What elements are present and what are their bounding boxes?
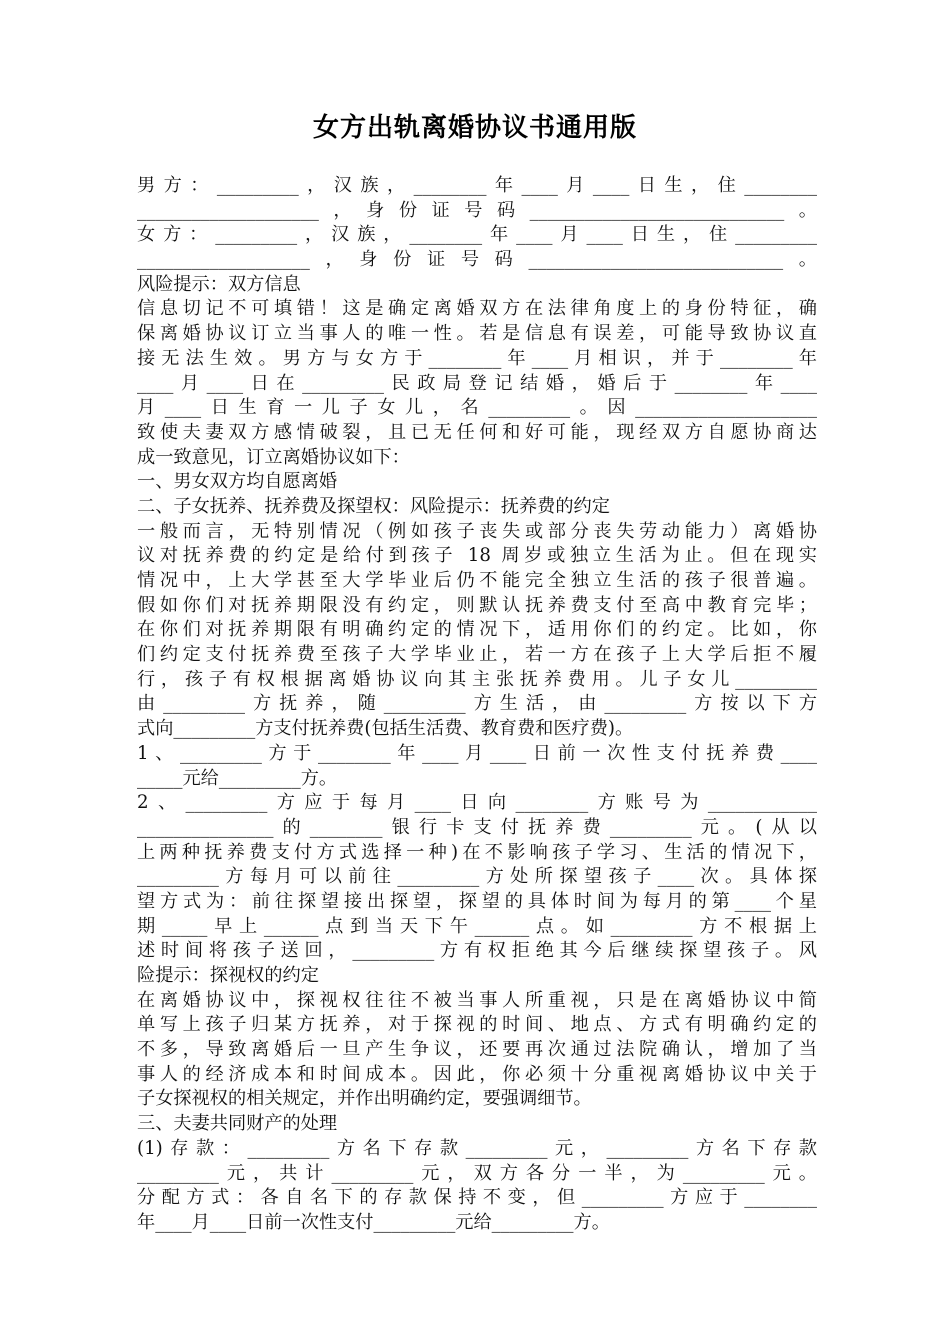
document-line: 致使夫妻双方感情破裂，且已无任何和好可能，现经双方自愿协商达 bbox=[137, 421, 817, 443]
document-line: 2、_________方应于每月____日向________方账号为____________ bbox=[137, 792, 817, 814]
document-line: 信息切记不可填错！这是确定离婚双方在法律角度上的身份特征，确 bbox=[137, 298, 817, 320]
document-line: 事人的经济成本和时间成本。因此，你必须十分重视离婚协议中关于 bbox=[137, 1063, 817, 1085]
document-line: 年____月____日前一次性支付_________元给_________方。 bbox=[137, 1211, 610, 1233]
document-line: (1)存款：_________方名下存款_________元，_________方名下存款 bbox=[137, 1137, 817, 1159]
document-line: _________方每月可以前往_________方处所探望孩子____次。具体探 bbox=[137, 866, 817, 888]
document-line: 单写上孩子归某方抚养，对于探视的时间、地点、方式有明确约定的 bbox=[137, 1014, 817, 1036]
document-line: 情况中，上大学甚至大学毕业后仍不能完全独立生活的孩子很普遍。 bbox=[137, 570, 817, 591]
document-line: 望方式为：前往探望接出探望，探望的具体时间为每月的第____个星 bbox=[137, 890, 817, 912]
document-line: 男方：_________，汉族，________年____月____日生，住________ bbox=[137, 175, 817, 196]
document-line: 式向_________方支付抚养费(包括生活费、教育费和医疗费)。 bbox=[137, 718, 634, 740]
document-line: 成一致意见，订立离婚协议如下： bbox=[137, 446, 410, 468]
document-line: 议对抚养费的约定是给付到孩子 18 周岁或独立生活为止。但在现实 bbox=[137, 545, 817, 567]
document-line: _______________的________银行卡支付抚养费_________元。(从以 bbox=[137, 816, 817, 838]
document-line: 子女探视权的相关规定，并作出明确约定，要强调细节。 bbox=[137, 1088, 592, 1110]
document-line: 一、男女双方均自愿离婚 bbox=[137, 471, 338, 493]
document-line: 行，孩子有权根据离婚协议向其主张抚养费用。儿子女儿_________ bbox=[137, 668, 817, 690]
document-line: 们约定支付抚养费至孩子大学毕业止，若一方在孩子上大学后拒不履 bbox=[137, 644, 817, 666]
document-line: 由_________方抚养，随_________方生活，由_________方按以下方 bbox=[137, 693, 817, 715]
document-line: 在你们对抚养期限有明确约定的情况下，适用你们的约定。比如，你 bbox=[137, 619, 817, 641]
document-line: 月____日生育一儿子女儿，名_________。因____________________ bbox=[137, 397, 817, 419]
document-line: 女方：_________，汉族，________年____月____日生，住_________ bbox=[137, 224, 817, 246]
document-title: 女方出轨离婚协议书通用版 bbox=[312, 113, 637, 143]
document-line: 二、子女抚养、抚养费及探望权：风险提示：抚养费的约定 bbox=[137, 495, 610, 517]
document-line: 假如你们对抚养期限没有约定，则默认抚养费支付至高中教育完毕； bbox=[137, 594, 817, 616]
document-line: ____月____日在_________民政局登记结婚，婚后于________年____ bbox=[137, 372, 817, 394]
document-line: 一般而言，无特别情况（例如孩子丧失或部分丧失劳动能力）离婚协 bbox=[137, 520, 817, 542]
document-body bbox=[137, 174, 817, 1236]
document-line: 述时间将孩子送回，_________方有权拒绝其今后继续探望孩子。风 bbox=[137, 940, 817, 962]
document-line: 接无法生效。男方与女方于________年____月相识，并于________年 bbox=[137, 347, 817, 369]
document-line: 风险提示：双方信息 bbox=[137, 273, 301, 295]
document-line: ____________________，身份证号码____________________________。 bbox=[137, 199, 817, 221]
document-line: 上两种抚养费支付方式选择一种)在不影响孩子学习、生活的情况下， bbox=[137, 841, 817, 863]
document-line: 不多，导致离婚后一旦产生争议，还要再次通过法院确认，增加了当 bbox=[137, 1039, 817, 1061]
document-line: 分配方式：各自名下的存款保持不变，但_________方应于________ bbox=[137, 1187, 817, 1209]
document-line: 保离婚协议订立当事人的唯一性。若是信息有误差，可能导致协议直 bbox=[137, 323, 817, 345]
document-line: _________元，共计_________元，双方各分一半，为_________元。 bbox=[137, 1162, 817, 1184]
document-line: 三、夫妻共同财产的处理 bbox=[137, 1113, 338, 1135]
document-line: 险提示：探视权的约定 bbox=[137, 965, 319, 986]
document-line: 1、_________方于________年____月____日前一次性支付抚养费____ bbox=[137, 742, 817, 764]
document-line: ___________________，身份证号码____________________________。 bbox=[137, 249, 817, 271]
document-line: 期_____早上______点到当天下午______点。如_________方不根据上 bbox=[137, 915, 817, 937]
document-line: _____元给_________方。 bbox=[137, 767, 338, 789]
document-line: 在离婚协议中，探视权往往不被当事人所重视，只是在离婚协议中简 bbox=[137, 989, 817, 1011]
